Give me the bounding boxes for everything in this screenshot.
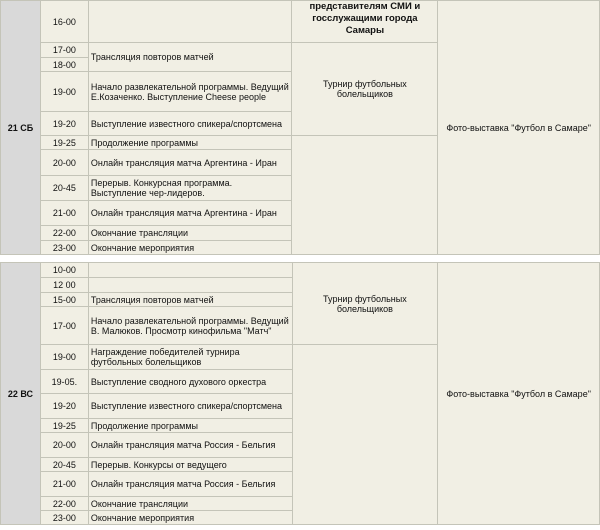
event-cell: Выступление известного спикера/спортсмена [88, 112, 292, 136]
day-label: 22 ВС [1, 263, 41, 525]
day-label: 21 СБ [1, 1, 41, 255]
time-cell: 12 00 [40, 278, 88, 293]
event-cell: Онлайн трансляция матча Россия - Бельгия [88, 472, 292, 497]
time-cell: 19-25 [40, 419, 88, 433]
event-cell: Перерыв. Конкурсы от ведущего [88, 458, 292, 472]
event-cell: Награждение победителей турнира футбольных болельщиков [88, 345, 292, 370]
event-cell: Продолжение программы [88, 419, 292, 433]
time-cell: 10-00 [40, 263, 88, 278]
time-cell: 23-00 [40, 241, 88, 255]
time-cell: 16-00 [40, 1, 88, 43]
time-cell: 17-00 [40, 307, 88, 345]
event-cell [88, 1, 292, 43]
event-cell: Трансляция повторов матчей [88, 43, 292, 72]
photo-exhibition-cell: Фото-выставка "Футбол в Самаре" [438, 1, 600, 255]
time-cell: 20-00 [40, 433, 88, 458]
empty-cell [292, 136, 438, 255]
time-cell: 21-00 [40, 201, 88, 226]
time-cell: 18-00 [40, 58, 88, 72]
media-note-cell: представителям СМИ и госслужащими города Самары [292, 1, 438, 43]
event-cell: Окончание мероприятия [88, 511, 292, 525]
event-cell: Онлайн трансляция матча Аргентина - Иран [88, 150, 292, 176]
tournament-cell: Турнир футбольных болельщиков [292, 43, 438, 136]
event-cell [88, 263, 292, 278]
time-cell: 19-20 [40, 112, 88, 136]
time-cell: 23-00 [40, 511, 88, 525]
event-cell: Перерыв. Конкурсная программа. Выступление чер-лидеров. [88, 176, 292, 201]
time-cell: 19-00 [40, 72, 88, 112]
event-cell: Трансляция повторов матчей [88, 293, 292, 307]
event-cell: Окончание мероприятия [88, 241, 292, 255]
event-cell: Продолжение программы [88, 136, 292, 150]
table-divider [0, 255, 600, 262]
time-cell: 22-00 [40, 497, 88, 511]
empty-cell [292, 345, 438, 525]
tournament-cell: Турнир футбольных болельщиков [292, 263, 438, 345]
event-cell: Выступление сводного духового оркестра [88, 370, 292, 394]
event-cell [88, 278, 292, 293]
time-cell: 15-00 [40, 293, 88, 307]
time-cell: 22-00 [40, 226, 88, 241]
schedule-table-day-22 [0, 262, 600, 525]
time-cell: 21-00 [40, 472, 88, 497]
time-cell: 19-20 [40, 394, 88, 419]
time-cell: 17-00 [40, 43, 88, 58]
photo-exhibition-cell: Фото-выставка "Футбол в Самаре" [438, 263, 600, 525]
schedule-table-day-21 [0, 0, 600, 255]
event-cell: Онлайн трансляция матча Аргентина - Иран [88, 201, 292, 226]
time-cell: 19-05. [40, 370, 88, 394]
time-cell: 20-45 [40, 458, 88, 472]
time-cell: 20-45 [40, 176, 88, 201]
event-cell: Окончание трансляции [88, 497, 292, 511]
time-cell: 20-00 [40, 150, 88, 176]
event-cell: Выступление известного спикера/спортсмена [88, 394, 292, 419]
event-cell: Онлайн трансляция матча Россия - Бельгия [88, 433, 292, 458]
time-cell: 19-00 [40, 345, 88, 370]
event-cell: Начало развлекательной программы. Ведущий Е.Козаченко. Выступление Cheese people [88, 72, 292, 112]
time-cell: 19-25 [40, 136, 88, 150]
event-cell: Окончание трансляции [88, 226, 292, 241]
event-cell: Начало развлекательной программы. Ведущий В. Малюков. Просмотр кинофильма "Матч" [88, 307, 292, 345]
